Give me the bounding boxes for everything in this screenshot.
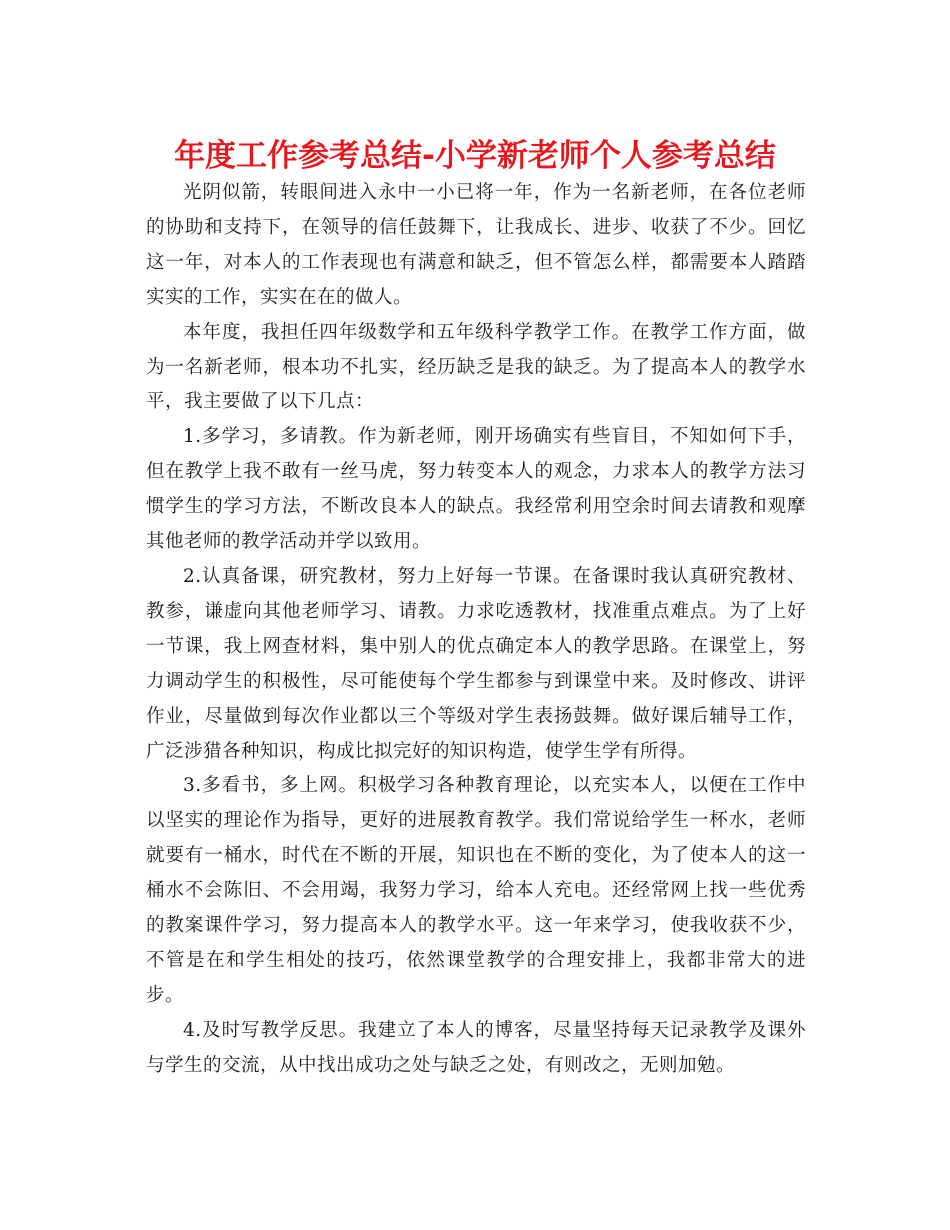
paragraph-overview: 本年度，我担任四年级数学和五年级科学教学工作。在教学工作方面，做为一名新老师，根本功不扎实，经历缺乏是我的缺乏。为了提高本人的教学水平，我主要做了以下几点： (146, 321, 806, 413)
document-body (146, 176, 806, 1084)
paragraph-intro: 光阴似箭，转眼间进入永中一小已将一年，作为一名新老师，在各位老师的协助和支持下，在领导的信任鼓舞下，让我成长、进步、收获了不少。回忆这一年，对本人的工作表现也有满意和缺乏，但不管怎么样，都需要本人踏踏实实的工作，实实在在的做人。 (146, 182, 806, 308)
paragraph-point-2: 2.认真备课，研究教材，努力上好每一节课。在备课时我认真研究教材、教参，谦虚向其他老师学习、请教。力求吃透教材，找准重点难点。为了上好一节课，我上网查材料，集中别人的优点确定本人的教学思路。在课堂上，努力调动学生的积极性，尽可能使每个学生都参与到课堂中来。及时修改、讲评作业，尽量做到每次作业都以三个等级对学生表扬鼓舞。做好课后辅导工作，广泛涉猎各种知识，构成比拟完好的知识构造，使学生学有所得。 (146, 565, 806, 762)
paragraph-point-4: 4.及时写教学反思。我建立了本人的博客，尽量坚持每天记录教学及课外与学生的交流，从中找出成功之处与缺乏之处，有则改之，无则加勉。 (146, 1019, 806, 1076)
document-title: 年度工作参考总结-小学新老师个人参考总结 (174, 138, 776, 174)
paragraph-point-3: 3.多看书，多上网。积极学习各种教育理论，以充实本人，以便在工作中以坚实的理论作为指导，更好的进展教育教学。我们常说给学生一杯水，老师就要有一桶水，时代在不断的开展，知识也在不断的变化，为了使本人的这一桶水不会陈旧、不会用竭，我努力学习，给本人充电。还经常网上找一些优秀的教案课件学习，努力提高本人的教学水平。这一年来学习，使我收获不少，不管是在和学生相处的技巧，依然课堂教学的合理安排上，我都非常大的进步。 (146, 775, 806, 1006)
paragraph-point-1: 1.多学习，多请教。作为新老师，刚开场确实有些盲目，不知如何下手，但在教学上我不敢有一丝马虎，努力转变本人的观念，力求本人的教学方法习惯学生的学习方法，不断改良本人的缺点。我经常利用空余时间去请教和观摩其他老师的教学活动并学以致用。 (146, 426, 806, 553)
